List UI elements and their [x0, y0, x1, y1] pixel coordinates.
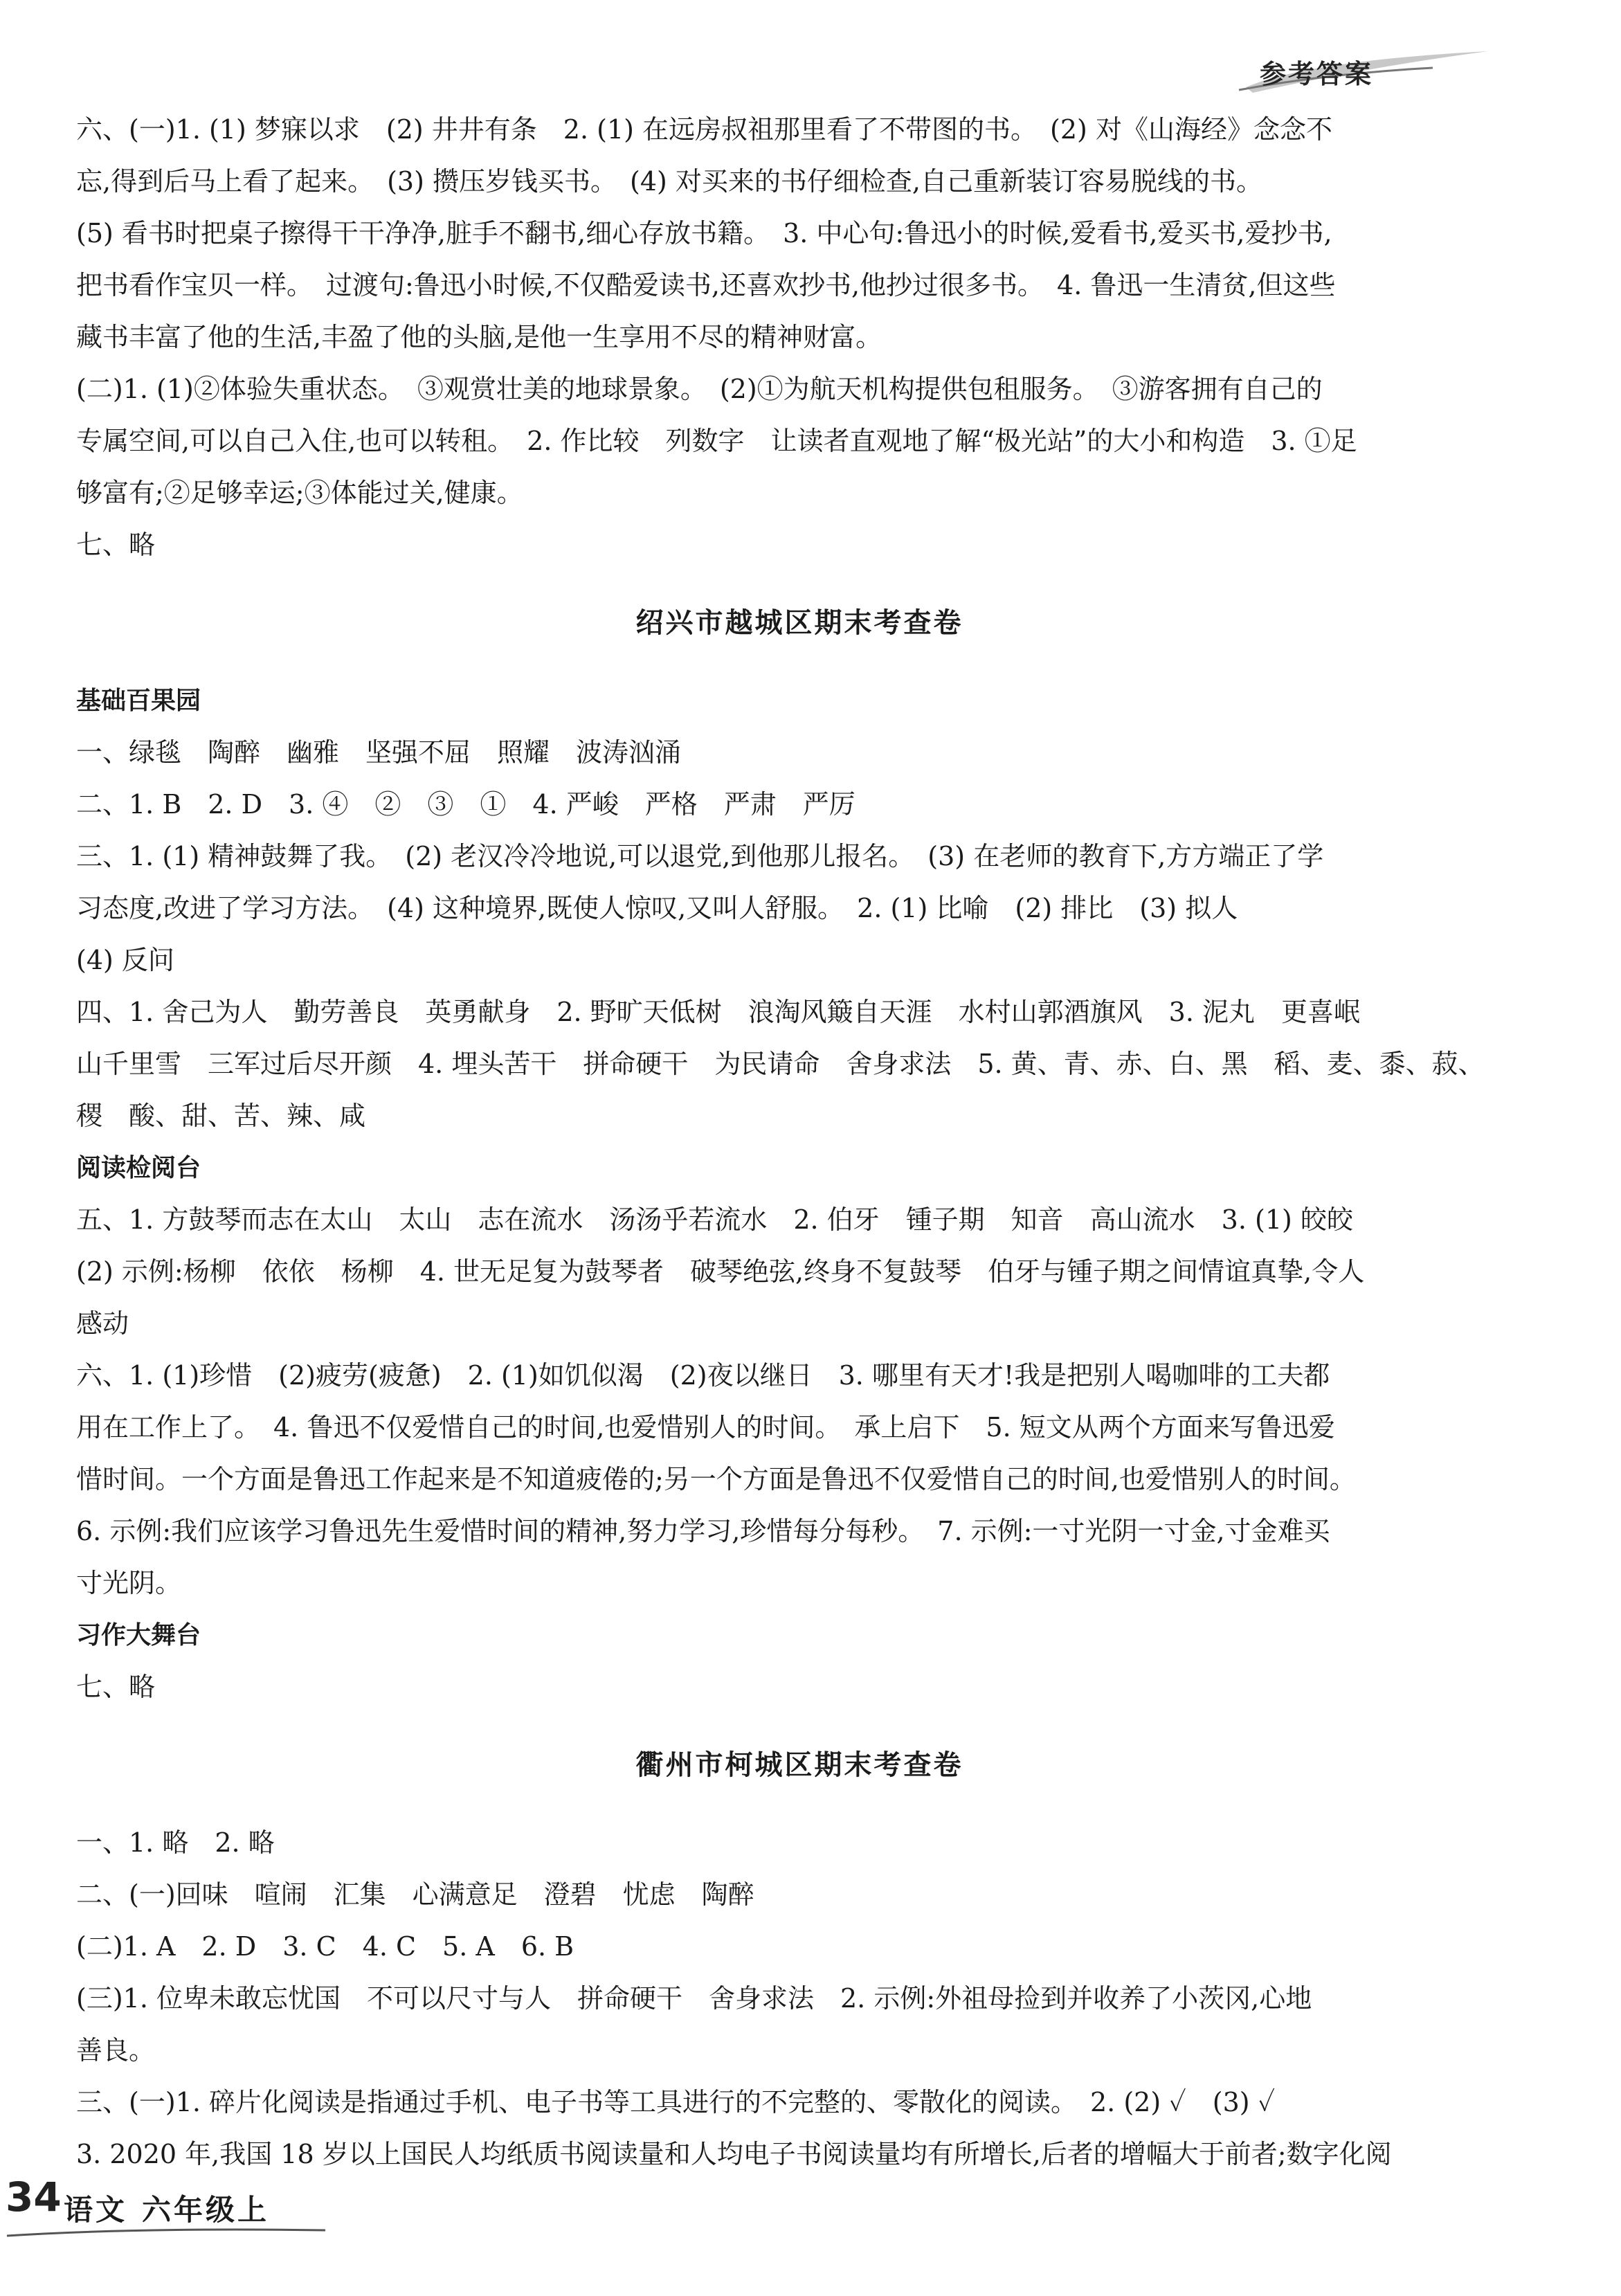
text-line: 感动	[76, 1308, 129, 1339]
text-line: 习态度,改进了学习方法。 (4) 这种境界,既使人惊叹,又叫人舒服。 2. (1) 比喻 (2) 排比 (3) 拟人	[76, 893, 1238, 923]
text-line: 二、1. B 2. D 3. ④ ② ③ ① 4. 严峻 严格 严肃 严厉	[76, 789, 855, 820]
page-number: 34	[6, 2173, 62, 2221]
text-line: 寸光阴。	[76, 1568, 182, 1598]
text-line: 七、略	[76, 530, 156, 560]
text-line: 善良。	[76, 2035, 156, 2066]
text-line: 二、(一)回味 喧闹 汇集 心满意足 澄碧 忧虑 陶醉	[76, 1879, 754, 1910]
text-line: 3. 2020 年,我国 18 岁以上国民人均纸质书阅读量和人均电子书阅读量均有所增长,后者的增幅大于前者;数字化阅	[76, 2139, 1392, 2169]
section-title: 绍兴市越城区期末考查卷	[635, 607, 963, 639]
text-line: 够富有;②足够幸运;③体能过关,健康。	[76, 478, 523, 508]
text-line: (三)1. 位卑未敢忘忧国 不可以尺寸与人 拼命硬干 舍身求法 2. 示例:外祖母捡到并收养了小茨冈,心地	[76, 1983, 1312, 2014]
footer-subject: 语文	[64, 2193, 128, 2227]
text-line: (二)1. A 2. D 3. C 4. C 5. A 6. B	[76, 1931, 574, 1962]
text-line: 用在工作上了。 4. 鲁迅不仅爱惜自己的时间,也爱惜别人的时间。 承上启下 5. 短文从两个方面来写鲁迅爱	[76, 1412, 1335, 1443]
subheading: 习作大舞台	[76, 1621, 201, 1649]
text-line: (二)1. (1)②体验失重状态。 ③观赏壮美的地球景象。 (2)①为航天机构提供包租服务。 ③游客拥有自己的	[76, 374, 1323, 404]
text-line: 专属空间,可以自己入住,也可以转租。 2. 作比较 列数字 让读者直观地了解“极光站”的大小和构造 3. ①足	[76, 426, 1357, 456]
text-line: 把书看作宝贝一样。 过渡句:鲁迅小时候,不仅酷爱读书,还喜欢抄书,他抄过很多书。 4. 鲁迅一生清贫,但这些	[76, 270, 1336, 300]
text-line: 六、(一)1. (1) 梦寐以求 (2) 井井有条 2. (1) 在远房叔祖那里看了不带图的书。 (2) 对《山海经》念念不	[76, 114, 1332, 145]
text-line: 藏书丰富了他的生活,丰盈了他的头脑,是他一生享用不尽的精神财富。	[76, 322, 882, 352]
text-line: 三、(一)1. 碎片化阅读是指通过手机、电子书等工具进行的不完整的、零散化的阅读。 2. (2) ✓ (3) ✓	[76, 2087, 1276, 2117]
text-line: (4) 反问	[76, 945, 174, 975]
page-footer	[0, 2167, 360, 2250]
footer-grade: 六年级上	[142, 2193, 270, 2227]
text-line: 一、绿毯 陶醉 幽雅 坚强不屈 照耀 波涛汹涌	[76, 737, 682, 768]
text-line: 七、略	[76, 1672, 156, 1702]
answers-top	[76, 104, 1523, 571]
text-line: (2) 示例:杨柳 依依 杨柳 4. 世无足复为鼓琴者 破琴绝弦,终身不复鼓琴 伯牙与锺子期之间情谊真挚,令人	[76, 1256, 1365, 1287]
text-line: (5) 看书时把桌子擦得干干净净,脏手不翻书,细心存放书籍。 3. 中心句:鲁迅小的时候,爱看书,爱买书,爱抄书,	[76, 218, 1332, 248]
text-line: 五、1. 方鼓琴而志在太山 太山 志在流水 汤汤乎若流水 2. 伯牙 锺子期 知音 高山流水 3. (1) 皎皎	[76, 1204, 1353, 1235]
header-badge	[1225, 47, 1495, 96]
text-line: 惜时间。一个方面是鲁迅工作起来是不知道疲倦的;另一个方面是鲁迅不仅爱惜自己的时间,也爱惜别人的时间。	[76, 1464, 1356, 1494]
text-line: 四、1. 舍己为人 勤劳善良 英勇献身 2. 野旷天低树 浪淘风簸自天涯 水村山郭酒旗风 3. 泥丸 更喜岷	[76, 997, 1361, 1027]
section-title: 衢州市柯城区期末考查卷	[635, 1749, 963, 1781]
text-line: 三、1. (1) 精神鼓舞了我。 (2) 老汉冷冷地说,可以退党,到他那儿报名。 (3) 在老师的教育下,方方端正了学	[76, 841, 1324, 871]
text-line: 山千里雪 三军过后尽开颜 4. 埋头苦干 拼命硬干 为民请命 舍身求法 5. 黄、青、赤、白、黑 稻、麦、黍、菽、	[76, 1049, 1485, 1079]
text-line: 稷 酸、甜、苦、辣、咸	[76, 1101, 366, 1131]
header-badge-label: 参考答案	[1260, 58, 1374, 89]
text-line: 6. 示例:我们应该学习鲁迅先生爱惜时间的精神,努力学习,珍惜每分每秒。 7. 示例:一寸光阴一寸金,寸金难买	[76, 1516, 1330, 1546]
subheading: 基础百果园	[76, 687, 201, 715]
subheading: 阅读检阅台	[76, 1154, 201, 1182]
text-line: 一、1. 略 2. 略	[76, 1827, 275, 1858]
answer-content	[76, 104, 1523, 2180]
text-line: 六、1. (1)珍惜 (2)疲劳(疲惫) 2. (1)如饥似渴 (2)夜以继日 3. 哪里有天才!我是把别人喝咖啡的工夫都	[76, 1360, 1330, 1391]
text-line: 忘,得到后马上看了起来。 (3) 攒压岁钱买书。 (4) 对买来的书仔细检查,自己重新装订容易脱线的书。	[76, 166, 1262, 197]
